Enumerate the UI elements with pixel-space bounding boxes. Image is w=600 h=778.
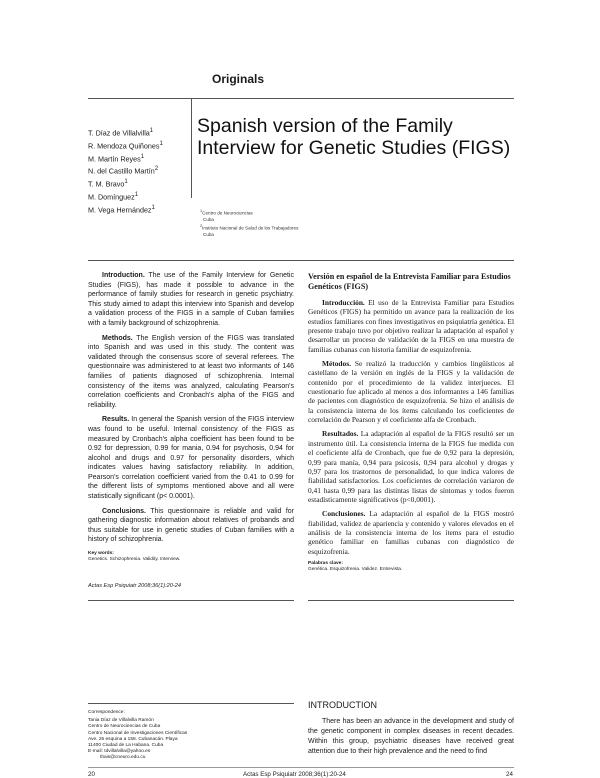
palabras-clave: [308, 561, 514, 574]
keywords: [88, 551, 294, 564]
correspondence-line: 11400 Ciudad de La Habana. Cuba: [88, 743, 164, 749]
author: M. Martín Reyes$^1$: [88, 153, 145, 163]
correspondence-line: Centro Nacional de Investigaciones Científicas: [88, 730, 188, 736]
author: N. del Castillo Martín$^2$: [88, 166, 159, 176]
keywords-list: Genetics. Schizophrenia. Validity. Interview.: [88, 557, 181, 563]
abstract-top-rule: [88, 260, 514, 261]
correspondence-rule: [88, 703, 294, 704]
english-abstract: [88, 271, 294, 564]
affiliation-country: Cuba: [203, 231, 214, 237]
author-title-divider: [191, 98, 192, 198]
abstract-methods: Methods. The English version of the FIGS was translated into Spanish and was used in this study. The content was validated through the consensus score of several referees. The questionnaire was administered to at least two informants of 146 families of patients diagnosed of schizophrenia. Internal consistency of the items was analyzed, calculating Pearson's correlation coefficients and Cronbach's alpha of the FIGS and reliability.: [88, 334, 294, 409]
header-rule: [88, 98, 514, 99]
introduction-body: [308, 717, 514, 757]
correspondence-line: Tania Díaz de Villalvilla Ramón: [88, 718, 154, 724]
spanish-title: Versión en español de la Entrevista Familiar para Estudios Genéticos (FIGS): [308, 272, 511, 291]
footer-rule: [88, 767, 514, 768]
abstract-conclusions: Conclusions. This questionnaire is reliable and valid for gathering diagnostic information about relatives of probands and thus suitable for use in genetic studies of Cuban families with a history of schizophrenia.: [88, 507, 294, 544]
author: R. Mendoza Quiñones$^1$: [88, 140, 163, 151]
correspondence: [88, 710, 238, 762]
journal-citation: Actas Esp Psiquiatr 2008;36(1):20-24: [88, 583, 181, 589]
author: M. Vega Hernández$^1$: [88, 204, 155, 215]
section-label: Originals: [212, 72, 265, 86]
correspondence-line: Ave. 25 esquina a 158. Cubanacán. Playa: [88, 736, 178, 742]
page-number-left: 20: [88, 771, 95, 778]
abstract-results: Results. In general the Spanish version of the FIGS interview was found to be useful. Internal consistency of the FIGS as measured by Cronbach's alpha coefficient has been found to be 0.92 for depression, 0.99 for mania, 0.94 for psychosis, 0.94 for alcohol and drugs and 0.97 for personality disorders, which indicates values having satisfactory reliability. In addition, Pearson's correlation coefficient varied from the 0.41 to 0.99 for the different lists of symptoms mentioned above and all were statistically significant (p< 0.0001).: [88, 416, 294, 501]
affiliation: $^1$Centro de Neurociencias: [200, 209, 253, 216]
abstract-bottom-rule-left: [88, 600, 294, 601]
correspondence-line: Centro de Neurociencias de Cuba: [88, 724, 161, 730]
resumen-metodos: Métodos. Se realizó la traducción y cambios lingüísticos al castellano de la versión en inglés de la FIGS y la validación de contenido por el procedimiento de la validez interjueces. El cuestionario fue aplicado al menos a dos informantes a 146 familias de pacientes con diagnóstico de esquizofrenia. Se hizo el análisis de la consistencia interna de los ítems calculando los coeficientes de correlación de Pearson y el coeficiente alfa de Cronbach.: [308, 359, 514, 425]
palabras-clave-label: Palabras clave:: [308, 560, 343, 566]
introduction-heading: INTRODUCTION: [308, 700, 377, 710]
correspondence-email[interactable]: thais@cneuro.edu.cu: [100, 755, 146, 761]
spanish-abstract: [308, 298, 514, 574]
page-number-right: 24: [506, 771, 513, 778]
author: M. Domínguez$^1$: [88, 191, 139, 202]
article-title: Spanish version of the Family Interview for Genetic Studies (FIGS): [197, 115, 511, 159]
resumen-introduccion: Introducción. El uso de la Entrevista Familiar para Estudios Genéticos (FIGS) ha permitido un avance para la realización de los estudios familiares con fines investigativos en psiquiatría genética. El presente trabajo tuvo por objetivo realizar la adaptación al español y desarrollar un proceso de validación de la FIGS en una muestra de familias cubanas con historia familiar de esquizofrenia.: [308, 298, 514, 354]
resumen-resultados: Resultados. La adaptación al español de la FIGS resultó ser un instrumento útil. La consistencia interna de la FIGS fue medida con el coeficiente alfa de Cronbach, que fue de 0,92 para la depresión, 0,99 para manía, 0,94 para psicosis, 0,94 para alcohol y drogas y 0,97 para los trastornos de personalidad, lo que indica valores de fiabilidad satisfactorios. Los coeficientes de correlación variaron de 0,41 hasta 0,99 para las distintas listas de síntomas y todos fueron estadísticamente significativos (p<0,0001).: [308, 429, 514, 504]
correspondence-email[interactable]: E-mail: tdvillalvilla@yahoo.es: [88, 749, 151, 755]
affiliations: [200, 208, 370, 238]
correspondence-label: Correspondence:: [88, 710, 125, 715]
author: T. Díaz de Villalvilla$^1$: [88, 128, 154, 138]
author-list: [88, 126, 198, 216]
affiliation: $^2$Instituto Nacional de Salud de los Trabajadores: [200, 223, 299, 231]
introduction-paragraph: There has been an advance in the development and study of the genetic component in complex diseases in recent decades. Within this group, psychiatric diseases have received great attention due to their high prevalence and the need to find: [308, 718, 514, 755]
resumen-conclusiones: Conclusiones. La adaptación al español de la FIGS mostró fiabilidad, validez de apariencia y contenido y valores elevados en el análisis de la consistencia interna de los ítems para el estudio genético familiar en familias cubanas con diagnóstico de esquizofrenia.: [308, 509, 514, 556]
footer-citation: Actas Esp Psiquiatr 2008;36(1):20-24: [243, 771, 346, 778]
palabras-clave-list: Genética. Esquizofrenia. Validez. Entrevista.: [308, 567, 403, 573]
author: T. M. Bravo$^1$: [88, 179, 128, 189]
keywords-label: Key words:: [88, 551, 114, 557]
abstract-bottom-rule-right: [308, 600, 514, 601]
abstract-introduction: Introduction. The use of the Family Interview for Genetic Studies (FIGS), has made it possible to advance in the performance of family studies for research in genetic psychiatry. This study aimed to adapt this interview into Spanish and develop a validation process of the FIGS in a sample of Cuban families with a family background of schizophrenia.: [88, 272, 294, 327]
affiliation-country: Cuba: [203, 216, 214, 222]
